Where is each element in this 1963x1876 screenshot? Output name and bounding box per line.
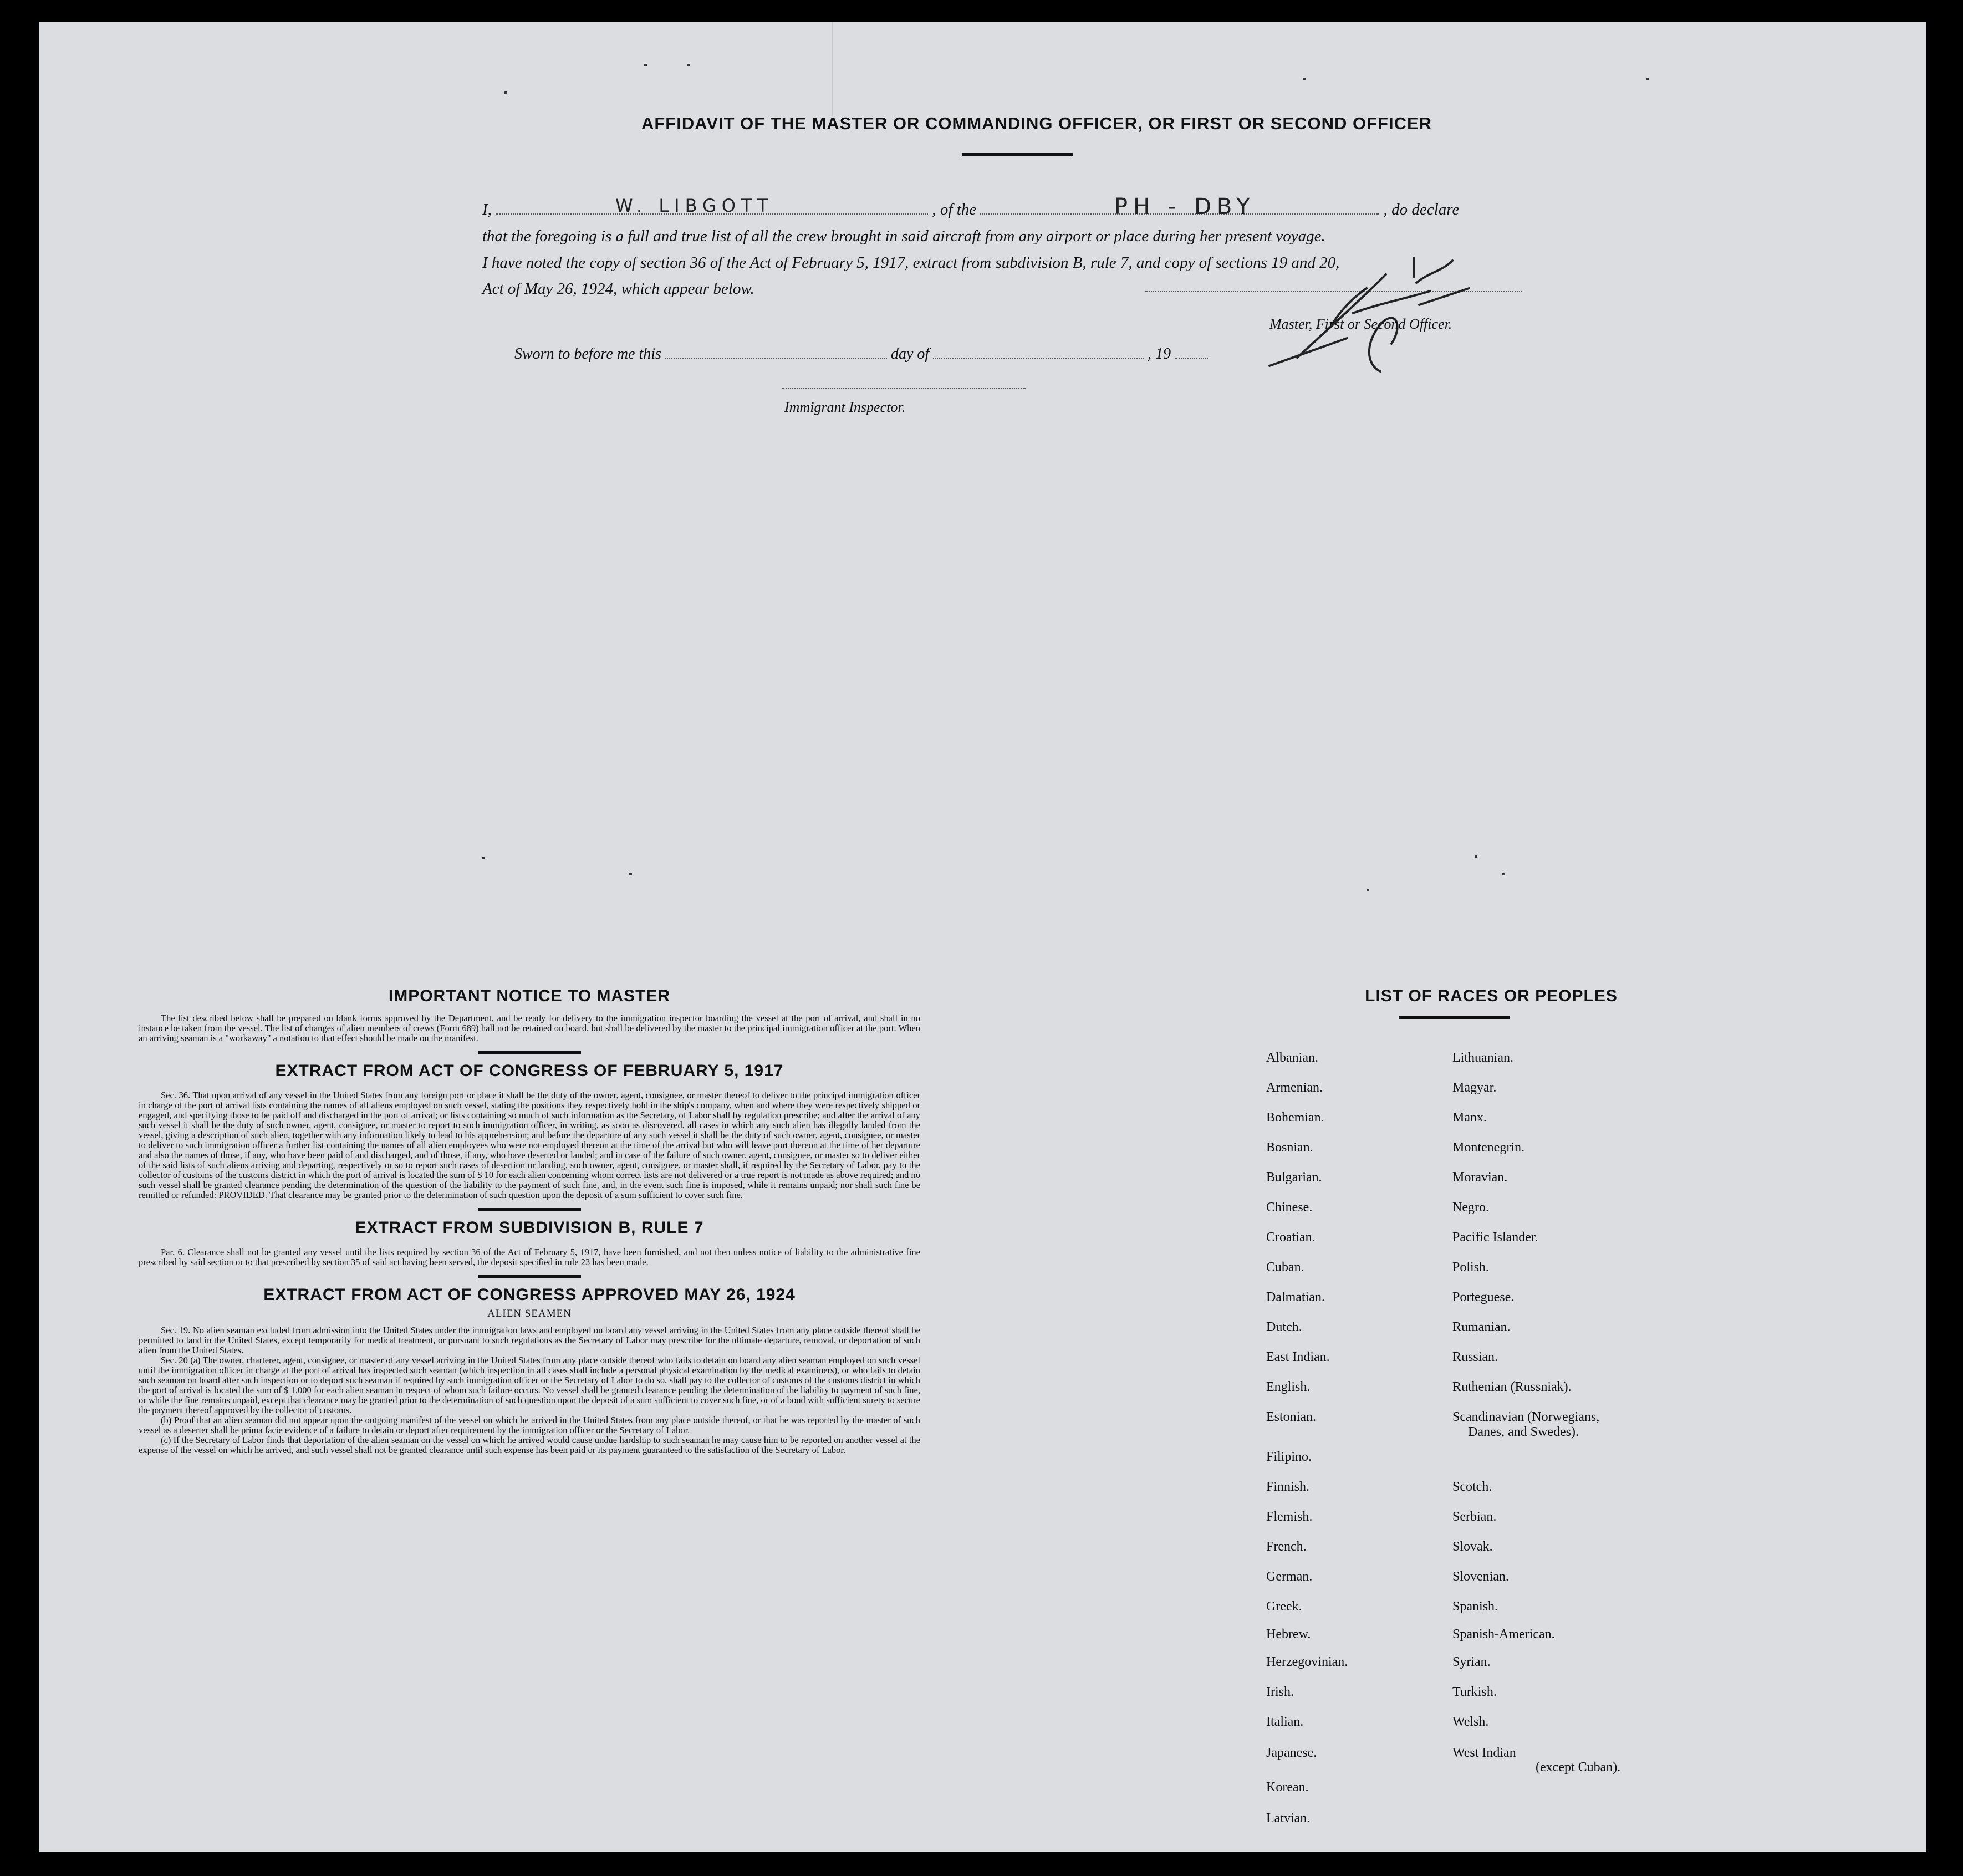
section-rule [478,1208,581,1211]
section-rule [478,1051,581,1054]
year-prefix: , 19 [1148,345,1171,363]
race-item: Italian. [1266,1715,1304,1729]
i-label: I, [482,201,492,218]
race-item-continued: Danes, and Swedes). [1468,1425,1579,1439]
alien-seamen-subtitle: ALIEN SEAMEN [487,1308,572,1319]
race-item: Cuban. [1266,1260,1304,1275]
race-item: Estonian. [1266,1410,1316,1424]
sworn-day-field [665,358,887,359]
print-speck [1303,78,1306,80]
race-item-continued: (except Cuban). [1536,1760,1621,1775]
print-speck [629,873,632,875]
race-item: Greek. [1266,1599,1302,1614]
extract-1924-title: EXTRACT FROM ACT OF CONGRESS APPROVED MAY 26, 1924 [263,1286,796,1304]
race-item: Chinese. [1266,1200,1313,1215]
notice-column [139,987,920,1455]
extract-1917-title: EXTRACT FROM ACT OF CONGRESS OF FEBRUARY 5, 1917 [275,1062,784,1080]
sworn-year-field [1175,358,1208,359]
extract-rule7-body: Par. 6. Clearance shall not be granted any vessel until the lists required by section 36 of the Act of February 5, 1917, have been furnished, and not then unless notice of liability to the administrative fine prescribed by said section or to that prescribed by section 35 of said act having been served, the deposit specified in rule 23 has been made. [139,1247,920,1267]
race-item: Negro. [1452,1200,1489,1215]
race-item: Dalmatian. [1266,1290,1325,1304]
print-speck [482,857,485,859]
master-name-handwritten: W. LIBGOTT [615,195,774,216]
sworn-label: Sworn to before me this [514,345,661,363]
declaration-line-3: I have noted the copy of section 36 of the Act of February 5, 1917, extract from subdivision B, rule 7, and copy of sections 19 and 20, [482,254,1340,272]
race-item: Slovenian. [1452,1569,1509,1584]
extract-1917-body: Sec. 36. That upon arrival of any vessel in the United States from any foreign port or place it shall be the duty of the owner, agent, consignee, or master thereof to deliver to the principal immigration officer in charge of the port of arrival lists containing the names of all aliens employed on such vessel, stating the positions they respectively hold in the ship's company, when and where they were respectively shipped or engaged, and specifying those to be paid off and discharged in the port of arrival; or lists containing so much of such information as the Secretary, of Labor shall by regulation prescribe; and after the arrival of any such vessel it shall be the duty of such owner, agent, consignee, or master to report to such immigration officer, in writing, as soon as discovered, all cases in which any such alien has illegally landed from the vessel, giving a description of such alien, together with any information likely to lead to his apprehension; and before the departure of any such vessel it shall be the duty of such owner, agent, consignee, or master to deliver to such immigration officer a further list containing the names of all alien employees who were not employed thereon at the time of the arrival but who will leave port thereon at the time of her departure and also the names of those, if any, who have been paid of and discharged, and of those, if any, who have deserted or landed; and in case of the failure of such owner, agent, consignee, or master so to deliver either of the said lists of such aliens arriving and departing, respectively or so to report such cases of desertion or landing, such owner, agent, consignee, or master shall, if required by the Secretary of Labor, pay to the collector of customs of the customs district in which the port of arrival is located the sum of $ 10 for each alien concerning whom correct lists are not delivered or a true report is not made as above required; and no such vessel shall be granted clearance pending the determination of the question of the liability to the payment of such fine, and, in the event such fine is imposed, while it remains unpaid; nor shall such fine be remitted or refunded: PROVIDED. That clearance may be granted prior to the determination of such question upon the deposit of a sum sufficient to cover such fine. [139,1090,920,1200]
race-item: Bulgarian. [1266,1170,1322,1185]
of-the-label: , of the [932,201,977,218]
race-item: Irish. [1266,1685,1294,1699]
races-title: LIST OF RACES OR PEOPLES [1365,987,1618,1005]
print-speck [1646,78,1649,80]
inspector-label: Immigrant Inspector. [784,399,906,415]
print-speck [644,64,647,66]
declaration-line-2: that the foregoing is a full and true list of all the crew brought in said aircraft from any airport or place during her present voyage. [482,227,1325,245]
race-item: East Indian. [1266,1350,1330,1364]
race-item: Bosnian. [1266,1140,1313,1155]
affidavit-title: AFFIDAVIT OF THE MASTER OR COMMANDING OFFICER, OR FIRST OR SECOND OFFICER [641,114,1432,133]
race-item: Syrian. [1452,1655,1491,1669]
print-speck [504,91,507,94]
race-item: Filipino. [1266,1450,1312,1464]
race-item: Manx. [1452,1110,1487,1125]
race-item: Flemish. [1266,1510,1313,1524]
race-item: Finnish. [1266,1480,1310,1494]
race-item: Welsh. [1452,1715,1489,1729]
extract-rule7-title: EXTRACT FROM SUBDIVISION B, RULE 7 [355,1219,704,1237]
race-item: Serbian. [1452,1510,1497,1524]
race-item: German. [1266,1569,1313,1584]
race-item: Hebrew. [1266,1627,1311,1642]
race-item: Turkish. [1452,1685,1497,1699]
race-item: Spanish. [1452,1599,1498,1614]
notice-body: The list described below shall be prepared on blank forms approved by the Department, and be ready for delivery to the immigration inspector boarding the vessel at the port of arrival, and shall in no instance be taken from the vessel. The list of changes of alien members of crews (Form 689) hall not be retained on board, but shall be delivered by the master to the principal immigration officer at the port. When an arriving seaman is a "workaway" a notation to that effect should be made on the manifest. [139,1013,920,1043]
sworn-month-field [933,358,1144,359]
print-speck [687,64,690,66]
race-item: Croatian. [1266,1230,1316,1245]
race-item: Montenegrin. [1452,1140,1524,1155]
race-item: Albanian. [1266,1051,1318,1065]
document-sheet [39,22,1926,1852]
race-item: Scotch. [1452,1480,1492,1494]
do-declare-label: , do declare [1383,201,1460,218]
section-rule [478,1275,581,1278]
race-item: Armenian. [1266,1080,1323,1095]
race-item: Scandinavian (Norwegians, [1452,1410,1600,1424]
race-item: Polish. [1452,1260,1490,1275]
race-item: Porteguese. [1452,1290,1515,1304]
race-item: Spanish-American. [1452,1627,1555,1642]
print-speck [1475,855,1477,858]
fold-mark [832,22,833,116]
extract-1924-sec20a: Sec. 20 (a) The owner, charterer, agent, consignee, or master of any vessel arriving in the United States from any place outside thereof who fails to detain on board any alien seaman employed on such vessel until the immigration officer in charge at the port of arrival has inspected such seaman (which inspection in all cases shall include a personal physical examination by the medical examiners), or who fails to detain such seaman on board after such inspection or to deport such seaman if required by such immigration officer or the Secretary of Labor to do so, shall pay to the collector of customs of the customs district in which the port of arrival is located the sum of $ 1.000 for each alien seaman in respect of whom such failure occurs. No vessel shall be granted clearance pending the determination of the liability to payment of such fine, or while the fine remains unpaid, except that clearance may be granted prior to the determination of such question upon the deposit of a sum sufficient to cover such fine, or of a bond with sufficient surety to secure the payment thereof approved by the collector of customs. [139,1355,920,1415]
extract-1924-sec20c: (c) If the Secretary of Labor finds that deportation of the alien seaman on the vessel on which he arrived would cause undue hardship to such seaman he may cause him to be reported on another vessel at the expense of the vessel on which he arrived, and such vessel shall not be granted clearance until such expense has been paid or its payment guaranteed to the satisfaction of the Secretary of Labor. [139,1435,920,1455]
sworn-line [514,345,1208,363]
notice-title: IMPORTANT NOTICE TO MASTER [388,987,671,1005]
race-item: Slovak. [1452,1539,1493,1554]
signature-label: Master, First or Second Officer. [1269,316,1452,332]
race-item: Latvian. [1266,1811,1311,1826]
inspector-line [782,388,1026,389]
declaration-line-4: Act of May 26, 1924, which appear below. [482,280,754,298]
day-of-label: day of [890,345,930,363]
race-item: Korean. [1266,1780,1309,1795]
vessel-name-handwritten: PH - DBY [1114,194,1256,220]
print-speck [1367,889,1369,891]
race-item: Herzegovinian. [1266,1655,1348,1669]
race-item: Ruthenian (Russniak). [1452,1380,1572,1394]
race-item: Lithuanian. [1452,1051,1513,1065]
race-item: Pacific Islander. [1452,1230,1538,1245]
race-item: Dutch. [1266,1320,1302,1334]
title-rule [962,153,1073,156]
race-item: Magyar. [1452,1080,1497,1095]
race-item: Japanese. [1266,1746,1317,1760]
race-item: Russian. [1452,1350,1498,1364]
race-item: Bohemian. [1266,1110,1324,1125]
extract-1924-sec19: Sec. 19. No alien seaman excluded from admission into the United States under the immigration laws and employed on board any vessel arriving in the United States from any place outside thereof shall be permitted to land in the United States, except temporarily for medical treatment, or pursuant to such regulations as the Secretary of Labor may prescribe for the ultimate departure, removal, or deportation of such alien from the United States. [139,1325,920,1355]
race-item: Rumanian. [1452,1320,1511,1334]
races-rule [1399,1016,1510,1019]
race-item: English. [1266,1380,1311,1394]
race-item: Moravian. [1452,1170,1508,1185]
race-item: French. [1266,1539,1307,1554]
print-speck [1502,873,1505,875]
extract-1924-sec20b: (b) Proof that an alien seaman did not appear upon the outgoing manifest of the vessel on which he arrived in the United States from any place outside thereof, or that he was reported by the master of such vessel as a deserter shall be prima facie evidence of a failure to detain or deport after requirement by the immigration officer or the Secretary of Labor. [139,1415,920,1435]
race-item: West Indian [1452,1746,1516,1760]
